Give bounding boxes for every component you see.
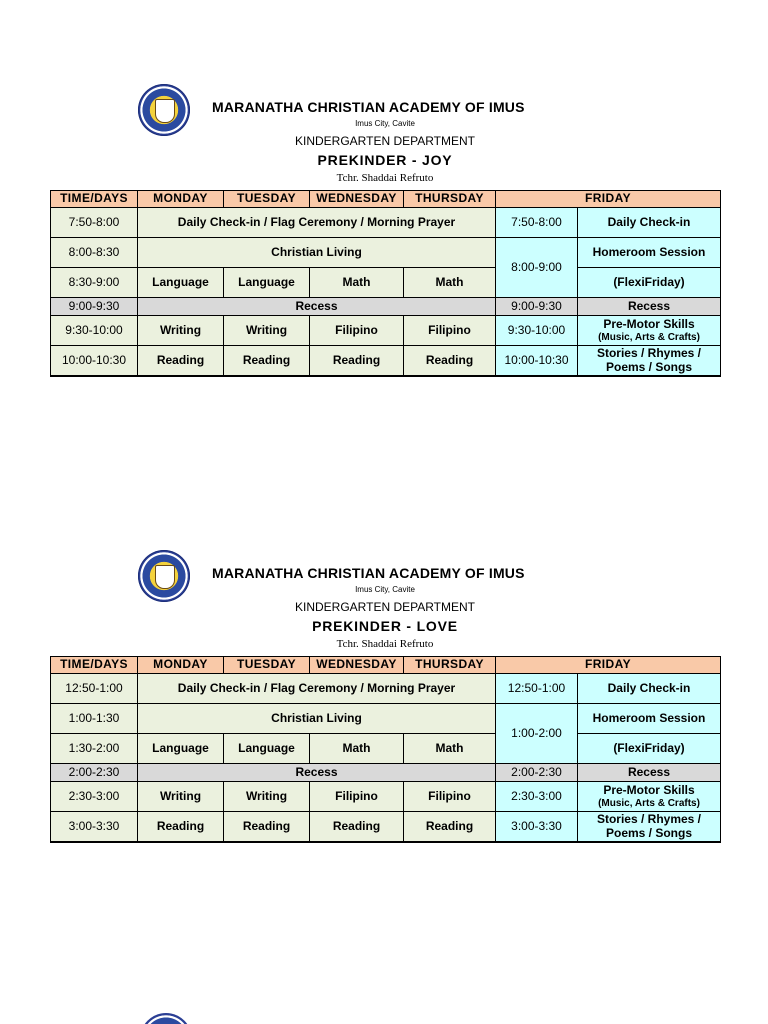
friday-time-cell: 1:00-2:00 (496, 704, 578, 764)
time-cell: 1:00-1:30 (51, 704, 138, 734)
recess-cell: Recess (138, 764, 496, 782)
premotor-label: Pre-Motor Skills (603, 782, 695, 797)
schedule-table (50, 656, 721, 843)
section-title: PREKINDER - LOVE (312, 618, 458, 634)
stories-label-line2: Poems / Songs (605, 359, 693, 374)
table-header-row (51, 657, 721, 674)
time-cell: 7:50-8:00 (51, 208, 138, 238)
time-cell: 9:30-10:00 (51, 316, 138, 346)
friday-subject-cell: Daily Check-in (578, 208, 721, 238)
col-header-monday: MONDAY (138, 657, 224, 674)
table-row (51, 812, 721, 843)
subject-cell: Writing (138, 782, 224, 812)
time-cell: 3:00-3:30 (51, 812, 138, 843)
friday-subject-cell: Homeroom Session (578, 704, 721, 734)
subject-cell: Reading (224, 346, 310, 377)
subject-cell: Math (310, 734, 404, 764)
time-cell: 12:50-1:00 (51, 674, 138, 704)
friday-time-cell: 12:50-1:00 (496, 674, 578, 704)
subject-cell: Reading (138, 812, 224, 843)
subject-cell: Math (404, 734, 496, 764)
subject-cell: Christian Living (138, 704, 496, 734)
table-row (51, 674, 721, 704)
col-header-tuesday: TUESDAY (224, 191, 310, 208)
time-cell: 9:00-9:30 (51, 298, 138, 316)
schedule-block-1 (50, 82, 720, 377)
col-header-time: TIME/DAYS (51, 657, 138, 674)
subject-cell: Filipino (404, 782, 496, 812)
premotor-sublabel: (Music, Arts & Crafts) (598, 331, 700, 343)
subject-cell: Reading (310, 346, 404, 377)
col-header-wednesday: WEDNESDAY (310, 191, 404, 208)
premotor-label: Pre-Motor Skills (603, 316, 695, 331)
friday-time-cell: 2:30-3:00 (496, 782, 578, 812)
subject-cell: Christian Living (138, 238, 496, 268)
school-seal-fragment (140, 1013, 192, 1024)
subject-cell: Daily Check-in / Flag Ceremony / Morning Prayer (138, 208, 496, 238)
table-row (51, 208, 721, 238)
subject-cell: Reading (138, 346, 224, 377)
subject-cell: Math (404, 268, 496, 298)
recess-cell: Recess (138, 298, 496, 316)
table-row (51, 346, 721, 377)
premotor-sublabel: (Music, Arts & Crafts) (598, 797, 700, 809)
table-row (51, 704, 721, 734)
friday-subject-cell (578, 346, 721, 377)
subject-cell: Language (138, 268, 224, 298)
friday-subject-cell: Homeroom Session (578, 238, 721, 268)
table-row (51, 782, 721, 812)
subject-cell: Filipino (404, 316, 496, 346)
friday-time-cell: 2:00-2:30 (496, 764, 578, 782)
school-name: MARANATHA CHRISTIAN ACADEMY OF IMUS (212, 565, 525, 581)
table-row (51, 764, 721, 782)
table-row (51, 316, 721, 346)
subject-cell: Writing (138, 316, 224, 346)
subject-cell: Writing (224, 782, 310, 812)
time-cell: 10:00-10:30 (51, 346, 138, 377)
friday-subject-cell: Daily Check-in (578, 674, 721, 704)
subject-cell: Language (224, 734, 310, 764)
table-row (51, 298, 721, 316)
school-name: MARANATHA CHRISTIAN ACADEMY OF IMUS (212, 99, 525, 115)
time-cell: 1:30-2:00 (51, 734, 138, 764)
friday-time-cell: 8:00-9:00 (496, 238, 578, 298)
subject-cell: Reading (404, 812, 496, 843)
teacher-name: Tchr. Shaddai Refruto (336, 172, 434, 184)
schedule-block-2 (50, 548, 720, 843)
time-cell: 8:00-8:30 (51, 238, 138, 268)
subject-cell: Filipino (310, 782, 404, 812)
friday-time-cell: 10:00-10:30 (496, 346, 578, 377)
schedule-header (50, 548, 720, 656)
col-header-friday: FRIDAY (496, 657, 721, 674)
subject-cell: Math (310, 268, 404, 298)
friday-subject-cell (578, 316, 721, 346)
school-seal-icon (138, 84, 190, 136)
col-header-monday: MONDAY (138, 191, 224, 208)
friday-time-cell: 3:00-3:30 (496, 812, 578, 843)
department: KINDERGARTEN DEPARTMENT (294, 600, 476, 614)
col-header-friday: FRIDAY (496, 191, 721, 208)
friday-time-cell: 9:00-9:30 (496, 298, 578, 316)
schedule-header (50, 82, 720, 190)
stories-label-line1: Stories / Rhymes / (596, 811, 702, 826)
teacher-name: Tchr. Shaddai Refruto (336, 638, 434, 650)
stories-label-line1: Stories / Rhymes / (596, 345, 702, 360)
school-city: Imus City, Cavite (355, 119, 415, 128)
col-header-wednesday: WEDNESDAY (310, 657, 404, 674)
time-cell: 2:30-3:00 (51, 782, 138, 812)
subject-cell: Language (224, 268, 310, 298)
subject-cell: Reading (224, 812, 310, 843)
col-header-thursday: THURSDAY (404, 191, 496, 208)
subject-cell: Language (138, 734, 224, 764)
friday-subject-cell (578, 812, 721, 843)
subject-cell: Reading (310, 812, 404, 843)
friday-recess-cell: Recess (578, 764, 721, 782)
col-header-tuesday: TUESDAY (224, 657, 310, 674)
table-row (51, 268, 721, 298)
subject-cell: Filipino (310, 316, 404, 346)
friday-time-cell: 9:30-10:00 (496, 316, 578, 346)
stories-label-line2: Poems / Songs (605, 825, 693, 840)
time-cell: 8:30-9:00 (51, 268, 138, 298)
school-seal-icon (138, 550, 190, 602)
schedule-table (50, 190, 721, 377)
friday-recess-cell: Recess (578, 298, 721, 316)
col-header-time: TIME/DAYS (51, 191, 138, 208)
friday-time-cell: 7:50-8:00 (496, 208, 578, 238)
subject-cell: Reading (404, 346, 496, 377)
friday-subject-cell: (FlexiFriday) (578, 268, 721, 298)
table-row (51, 238, 721, 268)
friday-subject-cell: (FlexiFriday) (578, 734, 721, 764)
section-title: PREKINDER - JOY (317, 152, 453, 168)
table-header-row (51, 191, 721, 208)
col-header-thursday: THURSDAY (404, 657, 496, 674)
time-cell: 2:00-2:30 (51, 764, 138, 782)
subject-cell: Daily Check-in / Flag Ceremony / Morning Prayer (138, 674, 496, 704)
subject-cell: Writing (224, 316, 310, 346)
school-city: Imus City, Cavite (355, 585, 415, 594)
friday-subject-cell (578, 782, 721, 812)
department: KINDERGARTEN DEPARTMENT (294, 134, 476, 148)
table-row (51, 734, 721, 764)
